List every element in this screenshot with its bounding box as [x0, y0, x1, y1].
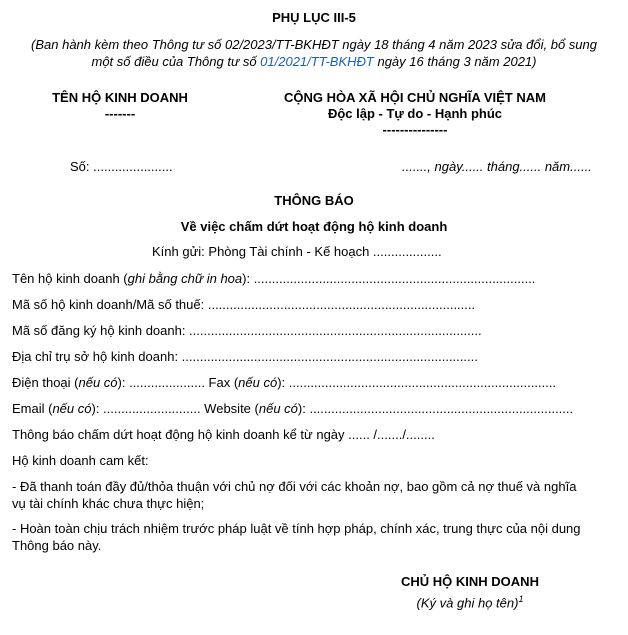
circular-link[interactable]: 01/2021/TT-BKHĐT	[260, 54, 374, 69]
tax-code-field: Mã số hộ kinh doanh/Mã số thuế: ..........................................................................	[12, 297, 476, 312]
issuance-line-2-post: ngày 16 tháng 3 năm 2021)	[373, 54, 537, 69]
issuance-line-1: (Ban hành kèm theo Thông tư số 02/2023/TT-BKHĐT ngày 18 tháng 4 năm 2023 sửa đổi, bổ sung	[31, 37, 597, 52]
commitment-1-line-1: - Đã thanh toán đầy đủ/thỏa thuận với chủ nợ đối với các khoản nợ, bao gồm cả nợ thuế và nghĩa	[12, 479, 577, 494]
fax-note: nếu có	[238, 375, 278, 390]
email-note: nếu có	[52, 401, 92, 416]
business-name-field	[12, 271, 535, 286]
email-website-field	[12, 401, 573, 416]
website-note: nếu có	[258, 401, 298, 416]
phone-fax-field	[12, 375, 556, 390]
footnote-mark: 1	[518, 594, 524, 604]
commitments-heading: Hộ kinh doanh cam kết:	[12, 453, 149, 468]
commitment-2-line-2: Thông báo này.	[12, 538, 102, 553]
left-divider: -------	[104, 106, 136, 121]
commitment-2-line-1: - Hoàn toàn chịu trách nhiệm trước pháp luật về tính hợp pháp, chính xác, trung thực của nội dung	[12, 521, 581, 536]
email-label: Email (	[12, 401, 53, 416]
stop-date-field: Thông báo chấm dứt hoạt động hộ kinh doanh kể từ ngày ...... /......./........	[12, 427, 435, 442]
business-name-dots: ): ..............................................................................	[242, 271, 536, 286]
appendix-title: PHỤ LỤC III-5	[272, 10, 356, 25]
document-date: ......., ngày...... tháng...... năm......	[402, 159, 592, 174]
registration-code-field: Mã số đăng ký hộ kinh doanh: .................................................................................	[12, 323, 482, 338]
recipient: Kính gửi: Phòng Tài chính - Kế hoạch ...................	[152, 244, 442, 259]
fax-dots: ): ..........................................................................	[277, 375, 557, 390]
notice-title: THÔNG BÁO	[274, 193, 354, 208]
issuance-line-2-pre: một số điều của Thông tư số	[91, 54, 261, 69]
nation-heading: CỘNG HÒA XÃ HỘI CHỦ NGHĨA VIỆT NAM	[284, 90, 546, 105]
phone-label: Điện thoại (	[12, 375, 79, 390]
business-name-label: Tên hộ kinh doanh (	[12, 271, 128, 286]
right-divider: ---------------	[382, 122, 448, 137]
issuance-line-2	[0, 54, 628, 69]
signature-title: CHỦ HỘ KINH DOANH	[401, 574, 539, 589]
signature-note	[380, 594, 560, 610]
motto: Độc lập - Tự do - Hạnh phúc	[327, 106, 503, 121]
business-name-heading: TÊN HỘ KINH DOANH	[52, 90, 188, 105]
business-name-note: ghi bằng chữ in hoa	[127, 271, 243, 286]
website-dots: ): .........................................................................	[297, 401, 574, 416]
email-website-mid: ): ........................... Website (	[91, 401, 259, 416]
address-field: Địa chỉ trụ sở hộ kinh doanh: ..................................................................................	[12, 349, 478, 364]
notice-subject: Về việc chấm dứt hoạt động hộ kinh doanh	[180, 219, 448, 234]
phone-note: nếu có	[78, 375, 118, 390]
commitment-1-line-2: vụ tài chính khác chưa thực hiện;	[12, 496, 205, 511]
phone-fax-mid: ): ..................... Fax (	[117, 375, 239, 390]
document-number: Số: ......................	[70, 159, 173, 174]
signature-note-text: (Ký và ghi họ tên)	[416, 595, 519, 611]
